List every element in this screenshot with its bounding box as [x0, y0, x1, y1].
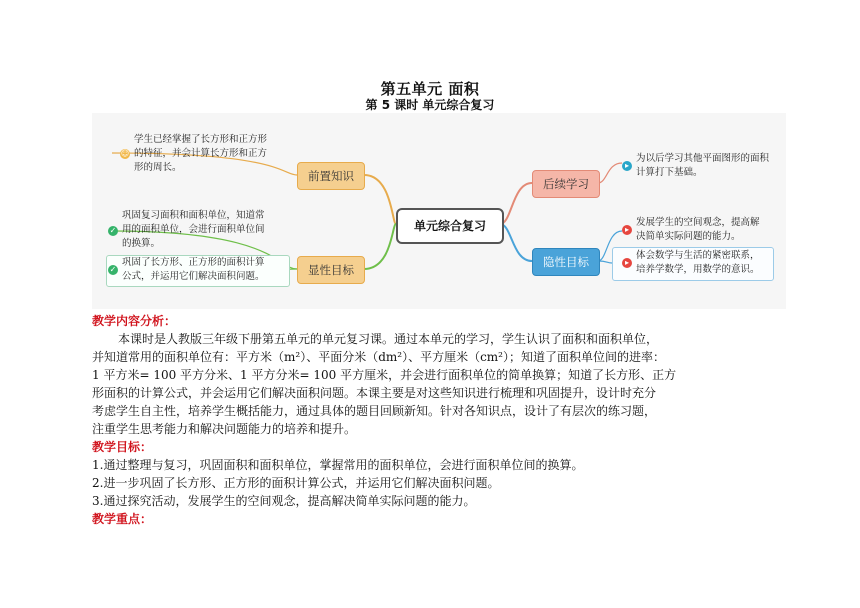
- goal-item: 1.通过整理与复习，巩固面积和面积单位，掌握常用的面积单位，会进行面积单位间的换算。: [92, 458, 584, 472]
- leaf-prior-knowledge: ☺ 学生已经掌握了长方形和正方形 的特征，并会计算长方形和正方 形的周长。: [120, 134, 268, 173]
- goal-item: 3.通过探究活动，发展学生的空间观念，提高解决简单实际问题的能力。: [92, 494, 476, 508]
- check-icon: ✓: [109, 226, 117, 235]
- check-icon: ✓: [109, 265, 117, 274]
- leaf-implicit-goal-1: ▸ 发展学生的空间观念，提高解 决简单实际问题的能力。: [636, 216, 760, 244]
- goal-item: 2.进一步巩固了长方形、正方形的面积计算公式，并运用它们解决面积问题。: [92, 476, 500, 490]
- red-play-icon: ▸: [622, 258, 632, 268]
- branch-prior-knowledge: 前置知识: [297, 162, 365, 190]
- play-icon: ▸: [622, 161, 632, 171]
- red-play-icon: ▸: [622, 225, 632, 235]
- center-node: 单元综合复习: [396, 208, 504, 244]
- goals-heading: 教学目标：: [92, 440, 153, 454]
- branch-follow-up-learning: 后续学习: [532, 170, 600, 198]
- lesson-content: [92, 312, 792, 528]
- branch-implicit-goals: 隐性目标: [532, 248, 600, 276]
- smile-icon: ☺: [120, 149, 130, 158]
- analysis-heading: 教学内容分析：: [92, 314, 177, 328]
- leaf-implicit-goal-2: ▸ 体会数学与生活的紧密联系， 培养学数学，用数学的意识。: [636, 249, 760, 277]
- document-title: 第五单元 面积: [380, 80, 480, 98]
- leaf-explicit-goal-2: ✓ 巩固了长方形、正方形的面积计算 公式，并运用它们解决面积问题。: [109, 257, 265, 282]
- mind-map: [92, 113, 786, 309]
- key-points-heading: 教学重点：: [92, 512, 153, 526]
- document-subtitle: 第 5 课时 单元综合复习: [365, 98, 495, 112]
- branch-explicit-goals: 显性目标: [297, 256, 365, 284]
- leaf-follow-up: ▸ 为以后学习其他平面图形的面积 计算打下基础。: [636, 152, 769, 180]
- analysis-paragraph: 本课时是人教版三年级下册第五单元的单元复习课。通过本单元的学习，学生认识了面积和面积单位， 并知道常用的面积单位有：平方米（m²）、平面分米（dm²）、平方厘米（cm²）；知道了面积单位间的进率： 1 平方米= 100 平方分米、1 平方分米= 100 平方厘米，并会进行面积单位的简单换算；知道了长方形、正方 形面积的计算公式，并会运用它们解决面积问题。本课主要是对这些知识进行梳理和巩固提升，设计时充分 考虑学生自主性，培养学生概括能力，通过具体的题目回顾新知。针对各知识点，设计了有层次的练习题， 注重学生思考能力和解决问题能力的培养和提升。: [92, 332, 677, 436]
- leaf-explicit-goal-1: ✓ 巩固复习面积和面积单位，知道常 用的面积单位，会进行面积单位间 的换算。: [109, 210, 265, 249]
